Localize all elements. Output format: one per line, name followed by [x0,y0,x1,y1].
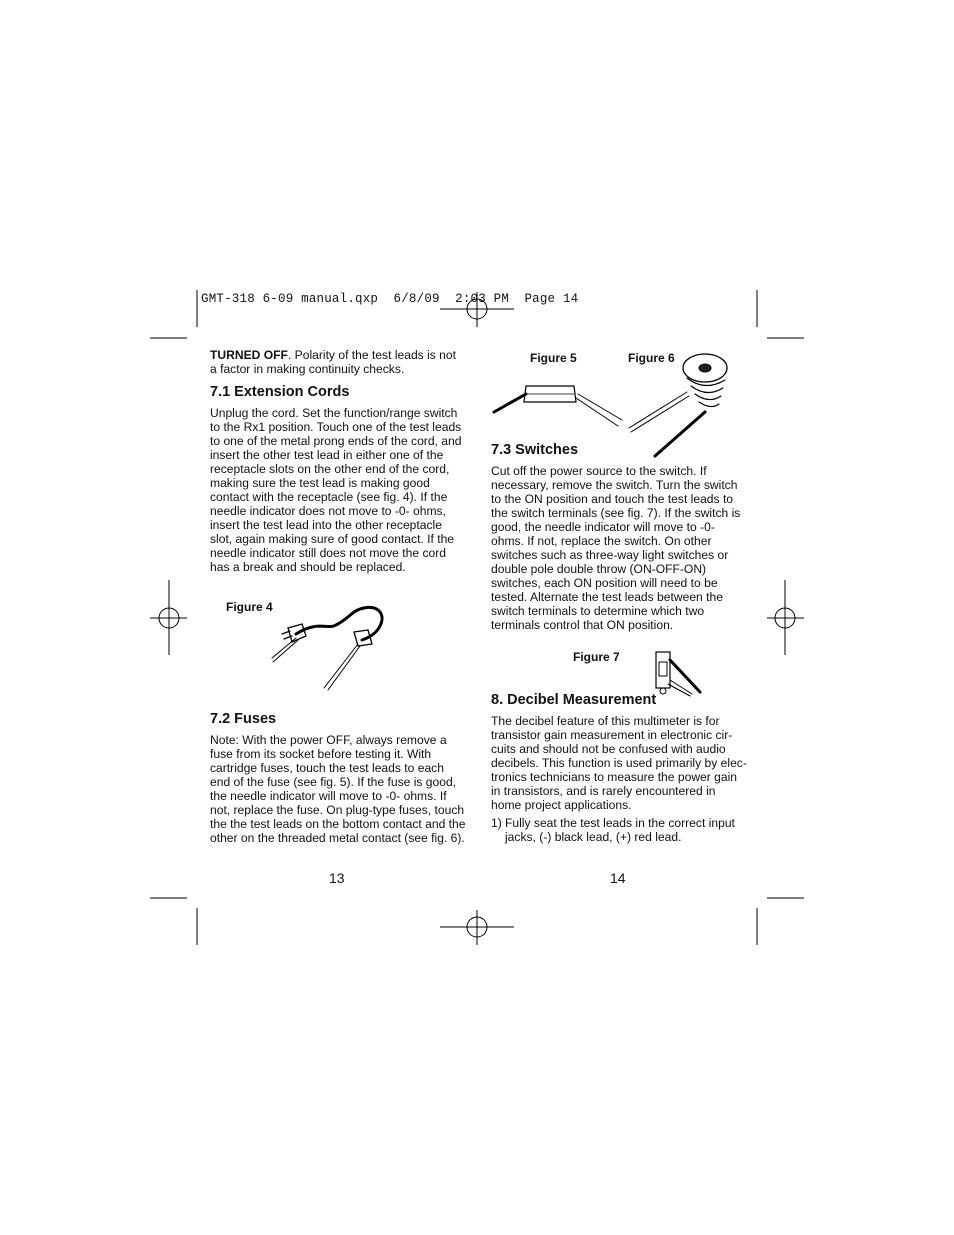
figure-6-label: Figure 6 [628,351,675,365]
step-1-number: 1) [491,816,502,830]
figure-5-label: Figure 5 [530,351,577,365]
section-heading-switches: 7.3 Switches [491,442,579,458]
extension-cords-body: Unplug the cord. Set the function/range switch to the Rx1 position. Touch one of the test leads to one of the metal prong ends of the cord, and insert the other test lead in either one of the receptacle slots on the other end of the cord, making sure the test lead is making good contact with the receptacle (see fig. 4). If the needle indicator does not move to -0- ohms, insert the test lead into the other receptacle slot, again making sure of good contact. If the needle indicator still does not move the cord has a break and should be replaced. [210,406,462,574]
registration-mark-right [767,580,804,655]
figure-5-fuse-illustration [490,378,630,438]
figure-7-label: Figure 7 [573,650,620,664]
decibel-body: The decibel feature of this multimeter is for transistor gain measurement in electronic cir-cuits and should not be confused with audio decibels. This function is used primarily by elec-tronics technicians to measure the power gain in transistors, and is rarely encountered in home project applications. [491,714,747,812]
registration-mark-left [150,580,187,655]
switches-body: Cut off the power source to the switch. If necessary, remove the switch. Turn the switch to the ON position and touch the test leads to the switch terminals (see fig. 7). If the switch is good, the needle indicator will move to -0- ohms. If not, replace the switch. On other switches such as three-way light switches or double pole double throw (ON-OFF-ON) switches, each ON position will need to be tested. Alternate the test leads between the switch terminals to determine which two terminals control that ON position. [491,464,741,632]
figure-4-label: Figure 4 [226,600,273,614]
figure-4-cord-illustration [268,600,398,700]
step-1-text: Fully seat the test leads in the correct input jacks, (-) black lead, (+) red lead. [505,816,735,844]
intro-paragraph [210,348,466,376]
intro-rest: . Polarity of the test leads is not a factor in making continuity checks. [210,348,456,376]
fuses-body: Note: With the power OFF, always remove a fuse from its socket before testing it. With cartridge fuses, touch the test leads to each end of the fuse (see fig. 5). If the fuse is good, the needle indicator will move to -0- ohms. If not, replace the fuse. On plug-type fuses, touch the the test leads on the bottom contact and the other on the threaded metal contact (see fig. 6). [210,733,466,845]
file-slug: GMT-318 6-09 manual.qxp 6/8/09 2:03 PM Page 14 [201,292,579,306]
figure-6-plug-fuse-illustration [625,352,745,462]
section-heading-extension-cords: 7.1 Extension Cords [210,384,350,400]
intro-bold: TURNED OFF [210,348,288,362]
figure-7-switch-illustration [652,646,712,696]
section-heading-fuses: 7.2 Fuses [210,711,277,727]
page-number-left: 13 [329,870,345,886]
section-heading-decibel: 8. Decibel Measurement [491,692,657,708]
registration-mark-bottom [440,910,514,945]
page-number-right: 14 [610,870,626,886]
